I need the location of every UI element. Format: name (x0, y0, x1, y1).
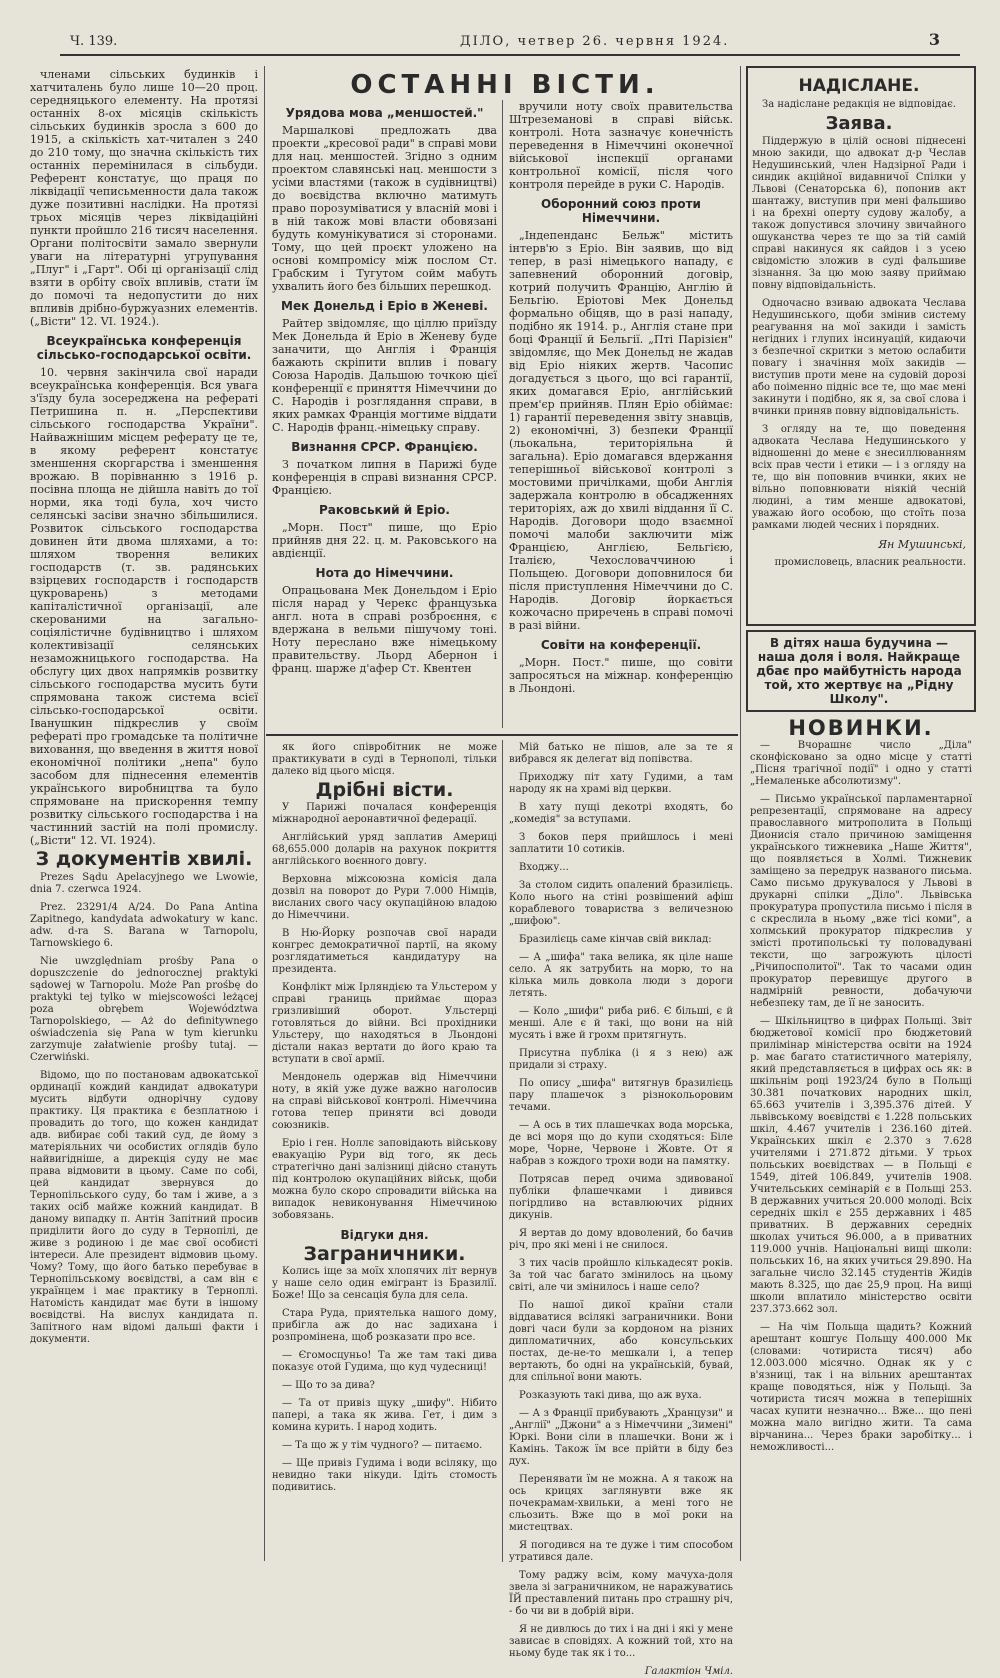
article-paragraph: „Морн. Пост." пише, що совіти запросяться на міжнар. конференцію в Льондоні. (509, 656, 733, 695)
news-item: Конфлікт між Ірляндією та Ульстером у справі границь приймає щораз гризливіший оборот. Ульстерці готовляться до війни. Всі прохідники Ульстеру, що находяться в Льондоні дістали наказ вертати до його краю та вступати в свої армії. (272, 982, 497, 1065)
article-paragraph: Відомо, що по постановам адвокатської ординації кождий кандидат адвокатури мусить відбути однорічну судову практику. Ця практика є безплатною і провадить до того, що кожен кандидат адв. вибирає собі такий суд, де йому з матеріяльних чи особистих оглядів було найвигідніше, а дирекція суду не має права відмовити в цьому. Саме по собі, цей кандидат звернувся до Тернопільського суду, бо там і живе, а з таких осіб майже кожний кандидат. В даному випадку п. Антін Запітний просив приділити його до суду в Тернопілі, де живе з родиною і де має свої особисті інтереси. Але президент відмовив цьому. Чому? Тому, що його батько перебуває в Тернопільському воєвідстві, а сам він є українцем і має практику в Терноплі. Натомість кандидат має бути в іншому воєвідстві. На вислух кандидата п. Запітного нам відомі дальші факти і документи. (30, 1070, 258, 1345)
news-item: Верховна міжсоюзна комісія дала дозвіл на поворот до Рури 7.000 Німців, висланих свого часу окупаційною владою до Німеччини. (272, 874, 497, 921)
column-divider (264, 66, 265, 1561)
author-title: промисловець, власник реальности. (774, 557, 966, 568)
article-paragraph: Опрацьована Мек Донельдом і Еріо після нарад у Черекс французька англ. нота в справі розброєння, є вдержана в вельми пішучому тоні. Ноту переслано вже німецькому правительству. Льорд Абернон і франц. шарже д'афер Ст. Квентен (272, 584, 497, 675)
article-paragraph: — Та що ж у тім чудного? — питаємо. (282, 1440, 483, 1451)
article-paragraph: Входжу... (519, 862, 569, 873)
document-text: Nie uwzględniam prośby Pana o dopuszczenie do jednorocznej praktyki sądowej w Tarnopolu. Może Pan prośbę do praktyki tej tylko w miejscowości leżącej poza obrębem Województwa Tarnopolskiego, — Aż do definitywnego oświadczenia się Pana w tym kierunku zarzymuje załatwienie prośby tutaj. — Czerwiński. (30, 956, 258, 1063)
article-heading: З документів хвилі. (35, 848, 253, 870)
article-paragraph: Мій батько не пішов, але за те я вибрався як делегат від попівства. (509, 742, 733, 765)
column-4-notice (752, 72, 966, 620)
article-paragraph: По опису „шифа" витягнув бразилієць пару плашечок з різнокольоровим течами. (509, 1078, 733, 1113)
column-3-top (509, 100, 733, 728)
column-2-bottom (272, 742, 497, 1562)
article-paragraph: — Та от привіз щуку „шифу". Нібито папері, а така як жива. Гет, і дим з комина курить. І народ ходить. (272, 1398, 497, 1433)
news-item: — Вчорашнє число „Діла" сконфісковано за одно місце у статті „Пісня трагічної події" і одно у статті „Немаленьке абсолютизму". (750, 740, 972, 787)
section-masthead: ОСТАННІ ВІСТИ. (350, 70, 660, 100)
section-heading: НАДІСЛАНЕ. (798, 76, 920, 96)
article-paragraph: З тих часів пройшло кількадесят років. За той час багато змінилось на цьому світі, але чи змінилось і наше село? (509, 1258, 733, 1293)
article-paragraph: Розказують такі дива, що аж вуха. (519, 1390, 702, 1401)
article-paragraph: — Єгомосцуньо! Та же там такі дива показує отой Гудима, що куд чудесниці! (272, 1350, 497, 1373)
document-header: Prezes Sądu Apelacyjnego we Lwowie, dnia 7. czerwca 1924. (30, 872, 258, 895)
news-item: Еріо і ген. Ноллє заповідають військову евакуацію Рури від того, як десь стратегічно дані залізниці дійсно стануть під контролою окупаційних військ, щоби можна було скоро спровадити війська на випадок невиконування Німеччиною зобовязань. (272, 1138, 497, 1221)
article-heading: Раковський й Еріо. (318, 503, 450, 517)
article-paragraph: „Морн. Пост" пише, що Еріо прийняв дня 22. ц. м. Раковського на авдієнції. (272, 521, 497, 560)
column-1 (30, 68, 258, 1563)
article-heading: Відгуки дня. (340, 1228, 429, 1242)
article-paragraph: — А ось в тих плашечках вода морська, де всі моря що до купи сходяться: Біле море, Чорне, Червоне і Жовте. От я набрав з кождого трохи води на памятку. (509, 1120, 733, 1167)
article-paragraph: 10. червня закінчила свої наради всеукраїнська конференція. Вся увага з'їзду була зосереджена на рефераті Петришина п. н. „Перспективи сільського господарства України". Найважнішим місцем реферату це те, в якому референт констатує зменшення скоргарства і зменшення врожаю. В порівнанню з 1916 р. посівна площа не дійшла навіть до тої норми, яка тоді була, хоч чисто селянські засіви значно збільшилися. Розвиток сільського господарства довинен йти двома шляхами, а то: шляхом творення великих господарств (т. зв. радянських взірцевих господарств і господарств цукроварень) з методами капіталістичної організації, але скерованими на загально-соціялістичне будівництво і шляхом колективізації селянських незаможницького господарства. На обслугу цих двох напрямків розвитку сільського господарства мусить бути спрямована також система всієї сільсько-господарської освіти. Іванушкин підкреслив у своїм рефераті про громадське та політичне виховання, що введення в життя нової економічної політики „непа" було засобом для піднесення елементів українського виробництва та було спрямоване на прискорення темпу розвитку сільського господарства і на частинний застій на полі промислу. („Вісти" 12. VI. 1924). (30, 366, 258, 847)
article-heading: Заграничники. (303, 1243, 466, 1265)
article-paragraph: як його співробітник не може практикувати в суді в Тернополі, тільки далеко від цього місця. (272, 742, 497, 777)
news-item: Мендонель одержав від Німеччини ноту, в якій уже дуже важно наголосив на справі військової контролі. Німеччина готова тепер приняти всі доводи союзників. (272, 1072, 497, 1131)
issue-number: Ч. 139. (70, 34, 118, 49)
appeal-text: В дітях наша будучина — наша доля і воля. Найкраще дбає про майбутність народа той, хто жертвує на „Рідну Школу". (756, 636, 962, 706)
article-heading: Урядова мова „меншостей." (285, 106, 484, 120)
article-paragraph: Перенявати їм не можна. А я також на ось крицях заглянувти вже як почекрамам-хвильки, а мені того не сльозить. Вже що в мої роки на мистецтвах. (509, 1474, 733, 1533)
article-paragraph: Я вертав до дому вдоволений, бо бачив річ, про які мені і не снилося. (509, 1228, 733, 1251)
article-paragraph: — А з Франції прибувають „Хранцузи" и „Англії" „Джони" а з Німеччини „Зимені" Юркі. Вони сіли в плашечки. Вони ж і Камінь. Також їм все прійти в біду без дух. (509, 1408, 733, 1467)
column-divider (502, 740, 503, 1562)
article-paragraph: Приходжу пiт хату Гудими, а там народу як на храмі від церкви. (509, 772, 733, 795)
article-paragraph: Тому раджу всім, кому мачуха-доля звела зі заграничником, не наражуватись ЇЙ преставлений питань про страшну річ, - бо чи ви в добрій віри. (509, 1570, 733, 1617)
news-item: Англійський уряд заплатив Америці 68,655.000 доларів на рахунок покриття англійського воєнного довгу. (272, 832, 497, 867)
article-heading: Оборонний союз проти Німеччини. (541, 197, 701, 225)
article-paragraph: — Що то за дива? (282, 1380, 375, 1391)
article-paragraph: З боков перя прийшлось і мені заплатити 10 сотиків. (509, 832, 733, 855)
article-paragraph: За столом сидить опалений бразилієць. Коло нього на стіні розвішений афіш кораблевого товариства з величезною „шифою". (509, 880, 733, 927)
news-item: — Письмо української парламентарної репрезентації, спрямоване на адресу православного митрополита в Польщі Дионисія стало причиною заміщення українського тижневика „Наше Життя", що появляється в Холмі. Тижневик заміщено за передрук названого письма. Само письмо друкувалося у Львові в друкарні спілки „Діло". Львівська прокуратура пропустила письмо і після в с скреслила в ньому „вже тісі коми", а холмський прокуратор підкреслив у змісті протипольські ту половадувані тексти, що загрожують цілості „Річипосполитої". Так то часами один прокуратор перевищує другого в надмірній ревности, добачуючи небезпеку там, де її не заносить. (750, 794, 972, 1009)
article-paragraph: Райтер звідомляє, що ціллю приїзду Мек Донельда й Еріо в Женеву буде заначити, що Англія і Франція бажають скріпити вплив і повагу Союза Народів. Дальшою точкою цієї конференції є приняття Німеччини до С. Народів і розглядання справи, в яких рамках Франція могтиме віддати С. Народів франц.-німецьку справу. (272, 317, 497, 434)
article-paragraph: Колись іще за моїх хлопячих літ вернув у наше село один емігрант із Бразилії. Боже! Що за сенсація була для села. (272, 1266, 497, 1301)
article-paragraph: З огляду на те, що поведення адвоката Чеслава Недушинського у відношенні до мене є знесиллюванням всіх прав чести і етики — і з огляду на те, що він поповнив вчинки, яких не вільно поповнювати ніякій чесній людині, а тим менше адвокатові, уважаю його особою, що стоїть поза рамками людей чесних і порядних. (752, 424, 966, 531)
article-paragraph: вручили ноту своїх правительства Штреземанові в справі військ. контролі. Нота зазначує конечність переведення в Німеччині оконечної військової інспекції органами контрольної комісії, після чого контроля перейде в руки С. Народів. (509, 100, 733, 191)
document-address: Prez. 23291/4 A/24. Do Pana Antina Zapitnego, kandydata adwokatury w kanc. adw. d-ra S. Barana w Tarnopolu, Tarnowskiego 6. (30, 902, 258, 949)
article-paragraph: З початком липня в Парижі буде конференція в справі визнання СРСР. Францією. (272, 458, 497, 497)
article-heading: Всеукраїнська конференція сільсько-господарської освіти. (36, 334, 252, 362)
article-paragraph: Я не дивлюсь до тих і на дні і які у мене зависає в сповідях. А кожний той, хто на ньому буде так як і то... (509, 1624, 733, 1659)
article-paragraph: членами сільських будинків і хатчиталень було лише 10—20 проц. середняцького елементу. На протязі останніх 8-ох місяців скількість сільських будинків зросла з 600 до 1915, а скількість хат-читален з 240 до 210 тому, що значна скількість тих останніх перемінилася в сільбуди. Референт констатує, що праця по ліквідації чепиcьменности дала також дуже позитивні наслідки. На протязі трьох місяців через ліквідаційні пункти пройшло 216 тисяч населення. Органи політосвіти замало звернули уваги на літературні угрупування „Плуг" і „Гарт". Обі ці організації слід взяти в орбіту своїх впливів, стати їм до помочі та недопустити до них впливів дрібно-буржуазних елементів. („Вісти" 12. VI. 1924.). (30, 68, 258, 328)
article-paragraph: Присутна публіка (і я з нею) аж придали зі страху. (509, 1048, 733, 1071)
article-paragraph: По нашої дикої країни стали віддаватися всілякі заграничники. Вони довгі часи були за кордоном на різних дипломатичних, або консульських постах, де-не-то мешкали і, а тепер вертають, бо одні на українській, бувай, для спільної вони мають. (509, 1300, 733, 1383)
article-paragraph: — Коло „шифи" рибa pи6. Є більші, є й менші. Але є й такі, що вони на ній мусять і вже й грохм притягнуть. (509, 1006, 733, 1041)
newspaper-dateline: ДІЛО, четвер 26. червня 1924. (460, 34, 730, 49)
section-rule (266, 734, 738, 736)
article-paragraph: — А „шифа" така велика, як ціле наше село. А як затрубить на морю, то на кілька миль довкола люди з дороги летять. (509, 952, 733, 999)
article-paragraph: Потрясав перед очима здивованої публіки флашечками і дивився погірдливо на вставлюючих рідних дикунів. (509, 1174, 733, 1221)
column-2-top (272, 100, 497, 728)
column-divider (502, 100, 503, 728)
column-3-bottom (509, 742, 733, 1677)
news-item: — На чім Польща щадить? Кожний арештант кошгує Польщу 400.000 Мк (словами: чотириста тисяч) або 12.003.000 місячно. Однак як у с в'язниці, так і на вільних арештантах краще поводяться, ніж у Польщі. За чотириста тисяч можна в теперішніх часах купити незначно... Вже... що пені можна мало вигідно жити. Та сама вірчанина... Через браки заробітку... і неможливості... (750, 1322, 972, 1453)
header-rule (60, 54, 960, 56)
news-item: У Парижі почалася конференція міжнародної аеронавтичної федерації. (272, 802, 497, 825)
article-heading: Заява. (825, 113, 893, 134)
article-heading: Совіти на конференції. (540, 638, 702, 652)
article-paragraph: Бразилієць саме кінчав свій виклад: (519, 934, 712, 945)
column-divider (740, 66, 741, 1561)
news-item: — Шкільництво в цифрах Польщі. Звіт бюджетової комісії про бюджетовий прилімінар міністерства освіти на 1924 р. має багато статистичного матеріялу, який представляється в цифрах ось як: в шкільнім році 1923/24 було в Польщі 30.381 початкових народних шкіл, 65.663 учителів і 3,395.376 дітей. У львівському воєвідстві є 1.228 польських шкіл, 4.467 учителів і 236.160 дітей. Українських шкіл є 2.370 з 7.628 учителями і 271.872 дітьми. У трьох польських воєвідствах — в Польщі є 1549, дітей 106.849, учителів 1908. Учительських семінарій є в Польщі 253. В державних учиться 20.000 молоді. Всіх середніх шкіл є 255 державних і 485 приватних. В державних середніх школах учиться 96.000, а в приватних 119.000 учнів. Національні вищі школи: польських 16, на яких учиться 29.890. На загальне число 32.145 студентів Жидів мають 8.325, що дає 25,9 проц. На вищі школи вплатило міністерство освіти 237.373.662 зол. (750, 1016, 972, 1315)
page-header (60, 28, 960, 56)
section-subtitle: За надіслане редакція не відповідає. (762, 99, 956, 110)
news-item: В Ню-Йорку розпочав свої наради конгрес демократичної партії, на якому розглядатиметься кандидатуру на президента. (272, 928, 497, 975)
article-paragraph: Я погодився на те дуже і тим способом утратився дале. (509, 1540, 733, 1563)
page-number: 3 (928, 30, 940, 49)
article-paragraph: Маршалкові предложать два проекти „кресової ради" в справі мови для нац. меншостей. Згідно з одним проектом славянські нац. меншости з усіми властями (також в судівництві) до воєвідства включно матимуть право порозуміватися у власній мові і в ній також мові власти обовязані будуть комунікуватися зі сторонами. Тому, що цей проєкт уложено на основі компромісу між послом Ст. Грабским і Тугутом сойм мабуть ухвалить його без більших перешкод. (272, 124, 497, 293)
article-heading: Дрібні вісти. (315, 779, 454, 801)
article-paragraph: В хату пущі декотрі входять, бо „комедія" за вступами. (509, 802, 733, 825)
article-paragraph: Стара Руда, приятелька нашого дому, прибігла аж до нас задихана і розпромінена, щоб розказати про все. (272, 1308, 497, 1343)
column-4-news (750, 716, 972, 1562)
author-signature: Галактіон Чміл. (644, 1666, 733, 1677)
article-paragraph: Одночасно взиваю адвоката Чеслава Недушинського, щоби змінив систему реагування на мої закиди і замість негідних і глупих інсинуацій, кидаючи з безпечної скритки з метою ослабити повагу і значіння моїх закидів — виступив проти мене на судовій дорозі або поіменно підніс все те, що має мені закинути і подібно, як я, за свої слова і вчинки приняв повну відповідальність. (752, 298, 966, 417)
article-paragraph: Піддержую в цілій основі піднесені мною закиди, що адвокат д-р Чеслав Недушинський, член Надзірної Ради і синдик акційної видавничої Спілки у Львові (Сенаторська 6), попонив акт шантажу, виступив при мені фальшиво і на брехні оперту судову жалобу, а також допустився злочину звичайного ошуканства через те що за тій самій справі накинуся як сайдов і з усею свідомістю зложив в суді фальшиве зізнання. За цю мою заяву приймаю повну відповідальність. (752, 136, 966, 291)
section-heading: НОВИНКИ. (788, 716, 934, 740)
article-heading: Мек Донельд і Еріо в Женеві. (281, 299, 488, 313)
article-heading: Визнання СРСР. Францією. (291, 440, 478, 454)
article-heading: Нота до Німеччини. (315, 566, 454, 580)
article-paragraph: „Індепенданс Бельж" містить інтерв'ю з Еріо. Він заявив, що від тепер, в разі німецького нападу, є запевнений оборонний договір, котрий получить Францію, Англію й Бельгію. Еріотові Мек Донельд формально обіцяв, що в разі нападу, подібно як 1914. р., Англія стане при боці Франції й Бельгії. „Пті Парізієн" звідомляє, що Мек Донельд не жадав від Еріо ніяких жертв. Часопис догадується з цього, що всі гарантії, яких домагався Еріо, англійський прем'єр прийняв. Плян Еріо обіймає: 1) гарантії переведення звіту знавців, 2) економічні, 3) безпеки Франції (льокальна, територіяльна й загальна). Еріо домагався вдержання теперішньої військової контролі з мостовими причілками, щоби Англія задержала контролю в обсадженнях територіях, аж до хвилі віддання її С. Народів. Договори щодо взаємної помочі малоби заключити між Францією, Англією, Бельгією, Італією, Чехословаччиною і Польщею. Договори доповнилося би після приступлення Німеччини до С. Народів. Договір йоркається кожочасно приречень в справі помочі в разі війни. (509, 229, 733, 632)
author-signature: Ян Мушинські, (878, 538, 966, 551)
article-paragraph: — Ще привіз Гудима і води всіляку, що невидно таки нікуди. Ідіть стомость подивитись. (272, 1458, 497, 1493)
